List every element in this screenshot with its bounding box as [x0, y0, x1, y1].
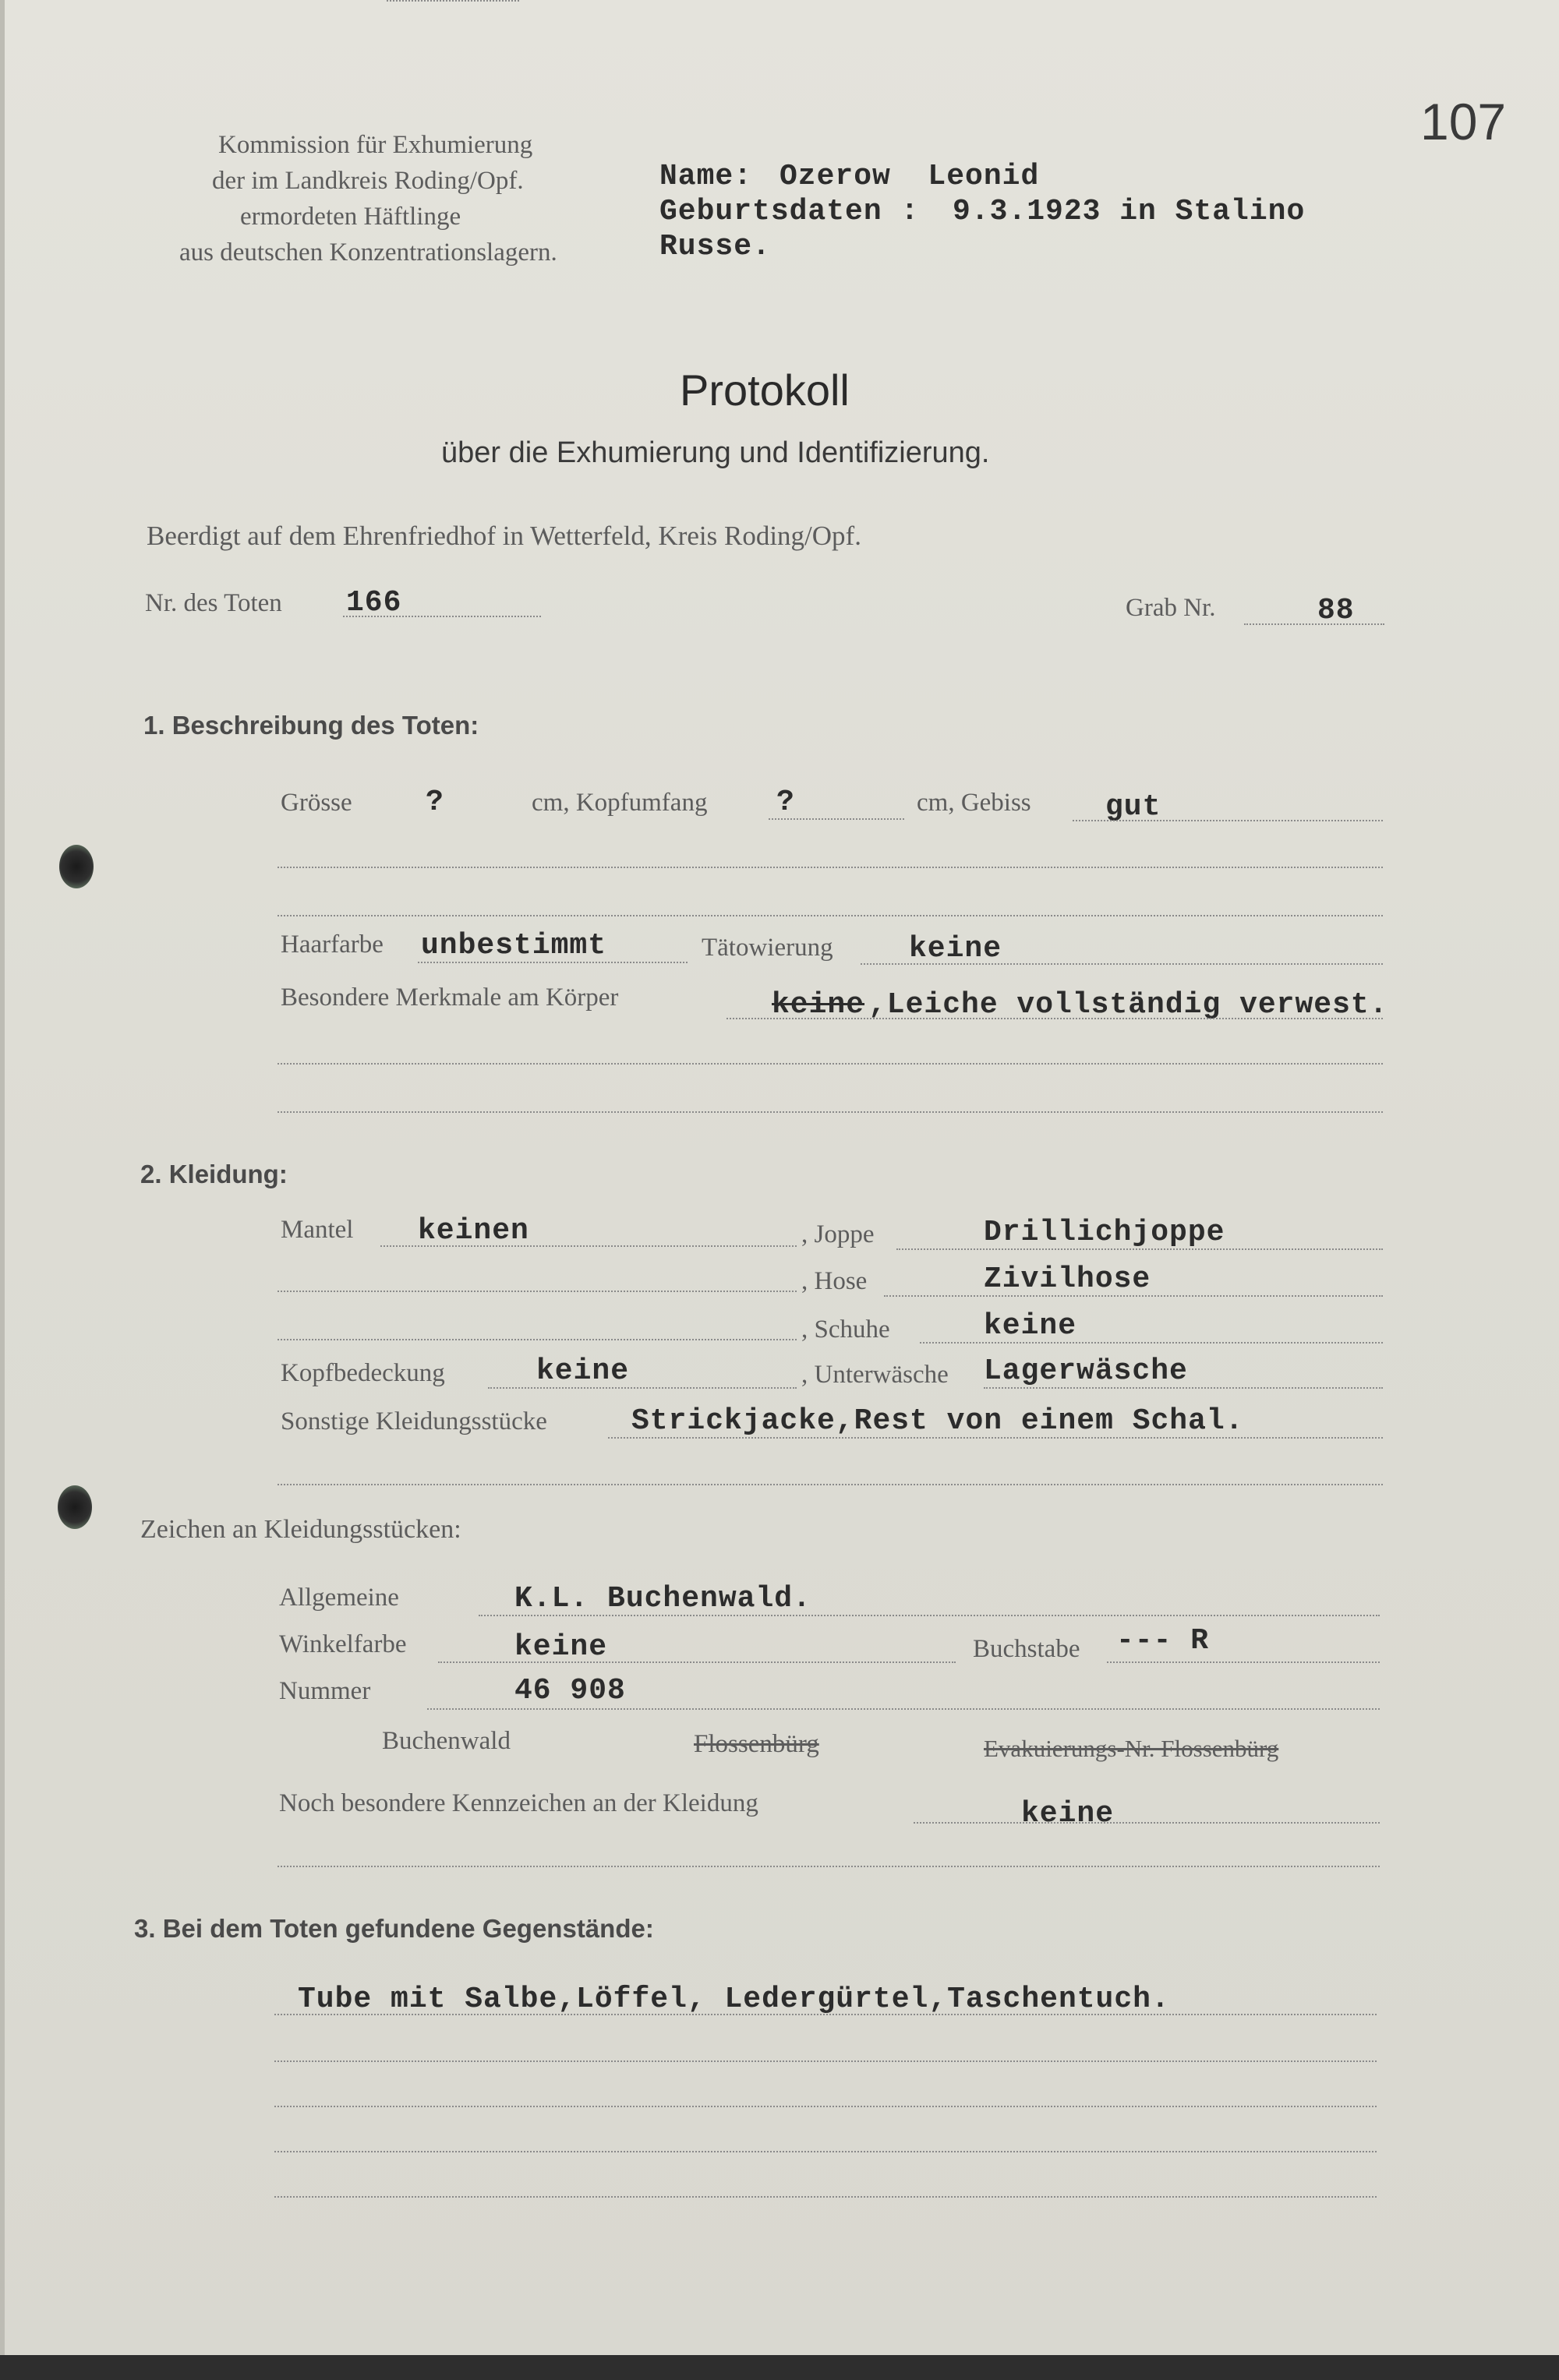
birth-label: Geburtsdaten :: [659, 195, 920, 228]
found-items: Tube mit Salbe,Löffel, Ledergürtel,Taschentuch.: [298, 1983, 1170, 2016]
unterwaesche-label: , Unterwäsche: [801, 1361, 949, 1389]
found-items-line-4: [274, 2151, 1377, 2152]
kopfumfang-value: ?: [776, 786, 795, 819]
burial-line: Beerdigt auf dem Ehrenfriedhof in Wetterfeld, Kreis Roding/Opf.: [147, 521, 861, 551]
merkmale-line: [726, 1018, 1383, 1019]
allgemeine-label: Allgemeine: [279, 1584, 399, 1612]
merkmale-label: Besondere Merkmale am Körper: [281, 983, 619, 1012]
allgemeine-line: [479, 1615, 1380, 1616]
kopfbedeckung-value: keine: [536, 1354, 630, 1388]
kopfbedeckung-label: Kopfbedeckung: [281, 1359, 445, 1387]
camp-buchenwald: Buchenwald: [382, 1727, 511, 1755]
section-2-heading: 2. Kleidung:: [140, 1160, 288, 1188]
nummer-value: 46 908: [514, 1674, 626, 1707]
left-edge: [0, 0, 5, 2380]
found-items-line-1: [274, 2014, 1377, 2015]
camp-flossenbuerg-struck: Flossenbürg: [694, 1730, 819, 1758]
allgemeine-value: K.L. Buchenwald.: [514, 1582, 811, 1616]
section-2-blank-line: [278, 1484, 1383, 1485]
dead-number-value: 166: [346, 586, 402, 620]
gebiss-value: gut: [1105, 790, 1161, 824]
section-3-heading: 3. Bei dem Toten gefundene Gegenstände:: [134, 1914, 654, 1943]
page-subtitle: über die Exhumierung und Identifizierung.: [441, 436, 990, 469]
evakuierungs-nr-struck: Evakuierungs-Nr. Flossenbürg: [984, 1735, 1279, 1762]
birth-value: 9.3.1923 in Stalino: [953, 195, 1306, 228]
buchstabe-line: [1107, 1661, 1380, 1663]
groesse-label: Grösse: [281, 789, 352, 817]
dead-number-label: Nr. des Toten: [145, 589, 282, 617]
noch-line: [914, 1822, 1380, 1824]
section-1-blank-line-2: [278, 915, 1383, 916]
marks-heading: Zeichen an Kleidungsstücken:: [140, 1515, 461, 1544]
merkmale-value: ,Leiche vollständig verwest.: [868, 988, 1388, 1022]
winkelfarbe-line: [438, 1661, 956, 1663]
punch-hole-top: [59, 845, 94, 888]
section-1-blank-line-4: [278, 1111, 1383, 1113]
mantel-value: keinen: [418, 1214, 529, 1248]
hose-row-left-line: [278, 1291, 797, 1292]
winkelfarbe-value: keine: [514, 1630, 608, 1664]
groesse-line: [387, 0, 519, 2]
buchstabe-label: Buchstabe: [973, 1635, 1080, 1663]
hose-value: Zivilhose: [984, 1262, 1151, 1296]
commission-line-3: ermordeten Häftlinge: [240, 203, 461, 231]
haarfarbe-value: unbestimmt: [421, 929, 607, 962]
kopfbedeckung-line: [488, 1387, 797, 1389]
haarfarbe-line: [418, 962, 688, 963]
cm-kopfumfang-label: cm, Kopfumfang: [532, 789, 708, 817]
groesse-value: ?: [426, 786, 444, 819]
sonstige-line: [608, 1437, 1383, 1439]
dead-number-line: [343, 616, 541, 617]
commission-line-1: Kommission für Exhumierung: [218, 131, 533, 159]
commission-line-2: der im Landkreis Roding/Opf.: [212, 167, 524, 195]
haarfarbe-label: Haarfarbe: [281, 930, 384, 959]
unterwaesche-value: Lagerwäsche: [984, 1354, 1188, 1388]
name-value: Ozerow Leonid: [780, 160, 1040, 193]
noch-value: keine: [1021, 1797, 1115, 1831]
winkelfarbe-label: Winkelfarbe: [279, 1630, 407, 1658]
taetowierung-label: Tätowierung: [702, 934, 833, 962]
grave-label: Grab Nr.: [1126, 594, 1216, 622]
name-label: Name:: [659, 160, 753, 193]
nummer-label: Nummer: [279, 1677, 371, 1705]
schuhe-line: [920, 1342, 1383, 1344]
commission-line-4: aus deutschen Konzentrationslagern.: [179, 238, 557, 267]
noch-label: Noch besondere Kennzeichen an der Kleidung: [279, 1789, 758, 1817]
grave-line: [1244, 623, 1384, 625]
scan-bottom-border: [0, 2355, 1559, 2380]
sonstige-value: Strickjacke,Rest von einem Schal.: [631, 1404, 1244, 1438]
mantel-line: [380, 1245, 797, 1247]
found-items-line-2: [274, 2060, 1377, 2062]
taetowierung-value: keine: [909, 932, 1002, 966]
schuhe-row-left-line: [278, 1339, 797, 1340]
merkmale-struck-value: keine: [772, 988, 865, 1022]
found-items-line-5: [274, 2196, 1377, 2198]
sonstige-label: Sonstige Kleidungsstücke: [281, 1407, 547, 1435]
punch-hole-bottom: [58, 1485, 92, 1529]
found-items-line-3: [274, 2106, 1377, 2107]
section-1-blank-line-1: [278, 867, 1383, 868]
joppe-label: , Joppe: [801, 1220, 875, 1248]
marks-blank-line: [278, 1866, 1380, 1867]
nummer-line: [427, 1708, 1380, 1710]
joppe-value: Drillichjoppe: [984, 1216, 1225, 1249]
unterwaesche-line: [984, 1387, 1383, 1389]
joppe-line: [896, 1248, 1383, 1250]
section-1-heading: 1. Beschreibung des Toten:: [143, 711, 479, 740]
section-1-blank-line-3: [278, 1063, 1383, 1065]
cm-gebiss-label: cm, Gebiss: [917, 789, 1031, 817]
schuhe-value: keine: [984, 1309, 1077, 1343]
gebiss-line: [1073, 820, 1383, 821]
taetowierung-line: [861, 963, 1383, 965]
page-number: 107: [1420, 93, 1507, 150]
grave-value: 88: [1317, 594, 1355, 627]
schuhe-label: , Schuhe: [801, 1315, 890, 1344]
nationality: Russe.: [659, 230, 771, 263]
mantel-label: Mantel: [281, 1216, 354, 1244]
kopfumfang-line: [769, 818, 904, 820]
buchstabe-value: --- R: [1116, 1624, 1210, 1658]
page-title: Protokoll: [680, 365, 850, 415]
hose-line: [884, 1295, 1383, 1297]
hose-label: , Hose: [801, 1267, 868, 1295]
